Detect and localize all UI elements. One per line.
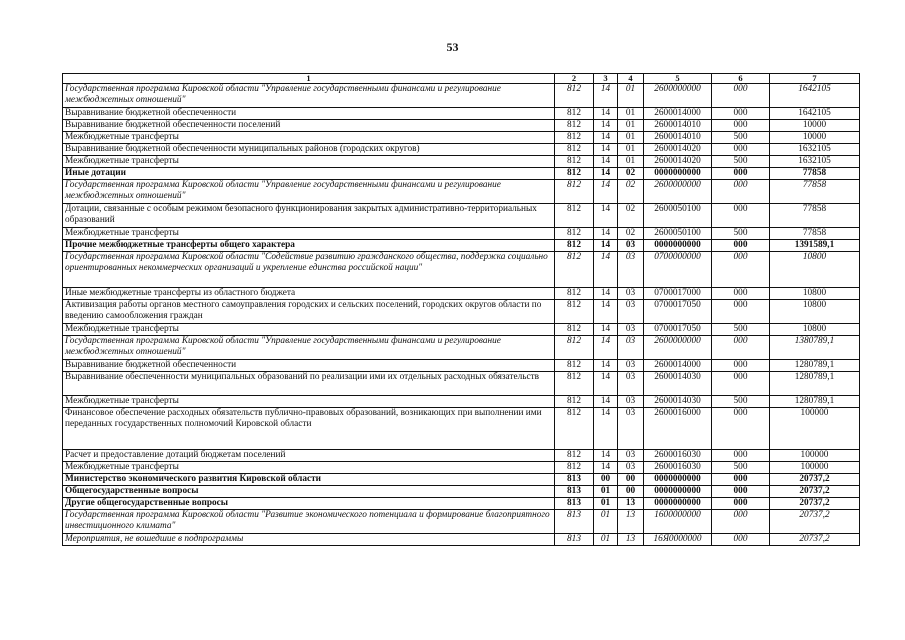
subsection-code-cell: 03 <box>618 360 644 372</box>
table-row <box>63 450 860 462</box>
table-row <box>63 108 860 120</box>
subsection-code-cell: 03 <box>618 372 644 396</box>
section-code-cell: 14 <box>594 408 618 450</box>
table-body <box>63 84 860 546</box>
section-code-cell: 14 <box>594 450 618 462</box>
expense-type-cell: 000 <box>712 108 770 120</box>
section-code-cell: 01 <box>594 486 618 498</box>
ministry-code-cell: 812 <box>555 288 594 300</box>
section-code-cell: 14 <box>594 108 618 120</box>
target-code-cell: 0700017000 <box>644 288 712 300</box>
column-header: 5 <box>644 74 712 84</box>
row-name-cell: Министерство экономического развития Кировской области <box>63 474 555 486</box>
column-header: 7 <box>770 74 860 84</box>
section-code-cell: 14 <box>594 396 618 408</box>
row-name-cell: Межбюджетные трансферты <box>63 462 555 474</box>
expense-type-cell: 000 <box>712 486 770 498</box>
target-code-cell: 2600050100 <box>644 228 712 240</box>
target-code-cell: 0700000000 <box>644 252 712 288</box>
ministry-code-cell: 812 <box>555 324 594 336</box>
table-row <box>63 120 860 132</box>
section-code-cell: 14 <box>594 240 618 252</box>
amount-cell: 20737,2 <box>770 534 860 546</box>
target-code-cell: 2600016030 <box>644 462 712 474</box>
amount-cell: 10800 <box>770 252 860 288</box>
subsection-code-cell: 02 <box>618 204 644 228</box>
target-code-cell: 2600016000 <box>644 408 712 450</box>
ministry-code-cell: 812 <box>555 408 594 450</box>
section-code-cell: 14 <box>594 360 618 372</box>
ministry-code-cell: 812 <box>555 204 594 228</box>
section-code-cell: 14 <box>594 132 618 144</box>
expense-type-cell: 500 <box>712 132 770 144</box>
row-name-cell: Иные межбюджетные трансферты из областного бюджета <box>63 288 555 300</box>
section-code-cell: 01 <box>594 510 618 534</box>
row-name-cell: Государственная программа Кировской области "Управление государственными финансами и регулирование межбюджетных отношений" <box>63 84 555 108</box>
section-code-cell: 14 <box>594 288 618 300</box>
ministry-code-cell: 812 <box>555 360 594 372</box>
section-code-cell: 14 <box>594 180 618 204</box>
expense-type-cell: 000 <box>712 300 770 324</box>
expense-type-cell: 000 <box>712 372 770 396</box>
expense-type-cell: 500 <box>712 156 770 168</box>
target-code-cell: 1600000000 <box>644 510 712 534</box>
ministry-code-cell: 813 <box>555 510 594 534</box>
ministry-code-cell: 812 <box>555 252 594 288</box>
subsection-code-cell: 01 <box>618 108 644 120</box>
amount-cell: 1280789,1 <box>770 360 860 372</box>
subsection-code-cell: 02 <box>618 168 644 180</box>
table-row <box>63 180 860 204</box>
subsection-code-cell: 13 <box>618 510 644 534</box>
amount-cell: 1391589,1 <box>770 240 860 252</box>
row-name-cell: Выравнивание бюджетной обеспеченности <box>63 360 555 372</box>
table-row <box>63 156 860 168</box>
amount-cell: 1642105 <box>770 108 860 120</box>
subsection-code-cell: 00 <box>618 486 644 498</box>
column-header: 3 <box>594 74 618 84</box>
table-row <box>63 534 860 546</box>
table-row <box>63 396 860 408</box>
subsection-code-cell: 03 <box>618 336 644 360</box>
table-row <box>63 498 860 510</box>
target-code-cell: 2600050100 <box>644 204 712 228</box>
row-name-cell: Иные дотации <box>63 168 555 180</box>
ministry-code-cell: 812 <box>555 84 594 108</box>
row-name-cell: Государственная программа Кировской области "Управление государственными финансами и регулирование межбюджетных отношений" <box>63 336 555 360</box>
section-code-cell: 14 <box>594 84 618 108</box>
table-row <box>63 372 860 396</box>
amount-cell: 77858 <box>770 204 860 228</box>
section-code-cell: 01 <box>594 534 618 546</box>
subsection-code-cell: 03 <box>618 240 644 252</box>
target-code-cell: 2600000000 <box>644 180 712 204</box>
target-code-cell: 2600014010 <box>644 120 712 132</box>
column-number-row <box>63 74 860 84</box>
amount-cell: 10800 <box>770 300 860 324</box>
table-row <box>63 132 860 144</box>
row-name-cell: Государственная программа Кировской области "Развитие экономического потенциала и формирование благоприятного инвестиционного климата" <box>63 510 555 534</box>
row-name-cell: Межбюджетные трансферты <box>63 324 555 336</box>
target-code-cell: 0000000000 <box>644 486 712 498</box>
row-name-cell: Межбюджетные трансферты <box>63 132 555 144</box>
page-number: 53 <box>446 40 459 54</box>
amount-cell: 1632105 <box>770 144 860 156</box>
table-row <box>63 462 860 474</box>
ministry-code-cell: 812 <box>555 156 594 168</box>
table-row <box>63 336 860 360</box>
expense-type-cell: 500 <box>712 228 770 240</box>
section-code-cell: 14 <box>594 300 618 324</box>
subsection-code-cell: 13 <box>618 534 644 546</box>
table-row <box>63 324 860 336</box>
target-code-cell: 0000000000 <box>644 240 712 252</box>
expense-type-cell: 000 <box>712 336 770 360</box>
subsection-code-cell: 00 <box>618 474 644 486</box>
ministry-code-cell: 812 <box>555 300 594 324</box>
subsection-code-cell: 13 <box>618 498 644 510</box>
subsection-code-cell: 02 <box>618 228 644 240</box>
table-row <box>63 474 860 486</box>
subsection-code-cell: 01 <box>618 84 644 108</box>
section-code-cell: 14 <box>594 204 618 228</box>
amount-cell: 20737,2 <box>770 474 860 486</box>
target-code-cell: 0700017050 <box>644 300 712 324</box>
amount-cell: 100000 <box>770 408 860 450</box>
table-row <box>63 252 860 288</box>
amount-cell: 1280789,1 <box>770 372 860 396</box>
target-code-cell: 0000000000 <box>644 474 712 486</box>
subsection-code-cell: 03 <box>618 450 644 462</box>
amount-cell: 1642105 <box>770 84 860 108</box>
row-name-cell: Государственная программа Кировской области "Управление государственными финансами и регулирование межбюджетных отношений" <box>63 180 555 204</box>
row-name-cell: Финансовое обеспечение расходных обязательств публично-правовых образований, возникающих при выполнении ими переданных государственных полномочий Кировской области <box>63 408 555 450</box>
subsection-code-cell: 01 <box>618 120 644 132</box>
ministry-code-cell: 812 <box>555 132 594 144</box>
ministry-code-cell: 813 <box>555 474 594 486</box>
column-header: 6 <box>712 74 770 84</box>
amount-cell: 20737,2 <box>770 486 860 498</box>
expense-type-cell: 000 <box>712 180 770 204</box>
amount-cell: 100000 <box>770 450 860 462</box>
table-row <box>63 408 860 450</box>
amount-cell: 10800 <box>770 324 860 336</box>
row-name-cell: Межбюджетные трансферты <box>63 396 555 408</box>
expense-type-cell: 000 <box>712 288 770 300</box>
subsection-code-cell: 03 <box>618 252 644 288</box>
target-code-cell: 2600000000 <box>644 84 712 108</box>
expense-type-cell: 000 <box>712 252 770 288</box>
amount-cell: 100000 <box>770 462 860 474</box>
section-code-cell: 14 <box>594 228 618 240</box>
expense-type-cell: 000 <box>712 474 770 486</box>
ministry-code-cell: 812 <box>555 396 594 408</box>
section-code-cell: 01 <box>594 498 618 510</box>
table-row <box>63 228 860 240</box>
target-code-cell: 2600014020 <box>644 144 712 156</box>
table-row <box>63 204 860 228</box>
row-name-cell: Расчет и предоставление дотаций бюджетам поселений <box>63 450 555 462</box>
target-code-cell: 0000000000 <box>644 168 712 180</box>
ministry-code-cell: 813 <box>555 498 594 510</box>
expense-type-cell: 500 <box>712 462 770 474</box>
amount-cell: 77858 <box>770 168 860 180</box>
column-header: 1 <box>63 74 555 84</box>
target-code-cell: 16Я0000000 <box>644 534 712 546</box>
row-name-cell: Дотации, связанные с особым режимом безопасного функционирования закрытых административно-территориальных образований <box>63 204 555 228</box>
table-row <box>63 486 860 498</box>
expense-type-cell: 000 <box>712 408 770 450</box>
target-code-cell: 2600014020 <box>644 156 712 168</box>
target-code-cell: 2600014000 <box>644 360 712 372</box>
budget-table <box>62 73 860 546</box>
row-name-cell: Межбюджетные трансферты <box>63 156 555 168</box>
target-code-cell: 2600016030 <box>644 450 712 462</box>
expense-type-cell: 000 <box>712 144 770 156</box>
row-name-cell: Активизация работы органов местного самоуправления городских и сельских поселений, городских округов области по введению самообложения граждан <box>63 300 555 324</box>
amount-cell: 1380789,1 <box>770 336 860 360</box>
row-name-cell: Другие общегосударственные вопросы <box>63 498 555 510</box>
ministry-code-cell: 812 <box>555 228 594 240</box>
table-row <box>63 144 860 156</box>
amount-cell: 10800 <box>770 288 860 300</box>
table-row <box>63 360 860 372</box>
row-name-cell: Межбюджетные трансферты <box>63 228 555 240</box>
section-code-cell: 14 <box>594 336 618 360</box>
subsection-code-cell: 03 <box>618 324 644 336</box>
expense-type-cell: 000 <box>712 450 770 462</box>
table-row <box>63 300 860 324</box>
section-code-cell: 14 <box>594 372 618 396</box>
ministry-code-cell: 812 <box>555 120 594 132</box>
ministry-code-cell: 812 <box>555 450 594 462</box>
expense-type-cell: 000 <box>712 240 770 252</box>
ministry-code-cell: 812 <box>555 372 594 396</box>
ministry-code-cell: 813 <box>555 486 594 498</box>
section-code-cell: 14 <box>594 324 618 336</box>
target-code-cell: 2600014010 <box>644 132 712 144</box>
section-code-cell: 14 <box>594 252 618 288</box>
subsection-code-cell: 03 <box>618 408 644 450</box>
expense-type-cell: 000 <box>712 360 770 372</box>
column-header: 2 <box>555 74 594 84</box>
amount-cell: 20737,2 <box>770 498 860 510</box>
table-row <box>63 240 860 252</box>
amount-cell: 10000 <box>770 132 860 144</box>
amount-cell: 77858 <box>770 228 860 240</box>
ministry-code-cell: 812 <box>555 144 594 156</box>
expense-type-cell: 000 <box>712 498 770 510</box>
row-name-cell: Выравнивание бюджетной обеспеченности <box>63 108 555 120</box>
target-code-cell: 2600000000 <box>644 336 712 360</box>
row-name-cell: Выравнивание бюджетной обеспеченности поселений <box>63 120 555 132</box>
row-name-cell: Мероприятия, не вошедшие в подпрограммы <box>63 534 555 546</box>
section-code-cell: 14 <box>594 144 618 156</box>
subsection-code-cell: 03 <box>618 288 644 300</box>
amount-cell: 10000 <box>770 120 860 132</box>
subsection-code-cell: 02 <box>618 180 644 204</box>
subsection-code-cell: 01 <box>618 132 644 144</box>
target-code-cell: 2600014030 <box>644 396 712 408</box>
table-row <box>63 288 860 300</box>
row-name-cell: Государственная программа Кировской области "Содействие развитию гражданского общества, поддержка социально ориентированных некоммерческих организаций и укрепление единства российской нации" <box>63 252 555 288</box>
ministry-code-cell: 812 <box>555 462 594 474</box>
expense-type-cell: 000 <box>712 120 770 132</box>
target-code-cell: 2600014000 <box>644 108 712 120</box>
amount-cell: 1280789,1 <box>770 396 860 408</box>
target-code-cell: 0700017050 <box>644 324 712 336</box>
subsection-code-cell: 01 <box>618 144 644 156</box>
section-code-cell: 14 <box>594 120 618 132</box>
table-row <box>63 168 860 180</box>
row-name-cell: Общегосударственные вопросы <box>63 486 555 498</box>
subsection-code-cell: 03 <box>618 396 644 408</box>
subsection-code-cell: 03 <box>618 462 644 474</box>
table-row <box>63 510 860 534</box>
ministry-code-cell: 812 <box>555 168 594 180</box>
amount-cell: 20737,2 <box>770 510 860 534</box>
table-row <box>63 84 860 108</box>
amount-cell: 1632105 <box>770 156 860 168</box>
expense-type-cell: 000 <box>712 534 770 546</box>
ministry-code-cell: 813 <box>555 534 594 546</box>
ministry-code-cell: 812 <box>555 336 594 360</box>
section-code-cell: 14 <box>594 156 618 168</box>
target-code-cell: 0000000000 <box>644 498 712 510</box>
ministry-code-cell: 812 <box>555 240 594 252</box>
subsection-code-cell: 03 <box>618 300 644 324</box>
row-name-cell: Выравнивание обеспеченности муниципальных образований по реализации ими их отдельных расходных обязательств <box>63 372 555 396</box>
subsection-code-cell: 01 <box>618 156 644 168</box>
row-name-cell: Выравнивание бюджетной обеспеченности муниципальных районов (городских округов) <box>63 144 555 156</box>
ministry-code-cell: 812 <box>555 108 594 120</box>
expense-type-cell: 500 <box>712 324 770 336</box>
expense-type-cell: 000 <box>712 204 770 228</box>
target-code-cell: 2600014030 <box>644 372 712 396</box>
ministry-code-cell: 812 <box>555 180 594 204</box>
expense-type-cell: 000 <box>712 168 770 180</box>
column-header: 4 <box>618 74 644 84</box>
expense-type-cell: 500 <box>712 396 770 408</box>
section-code-cell: 00 <box>594 474 618 486</box>
amount-cell: 77858 <box>770 180 860 204</box>
section-code-cell: 14 <box>594 462 618 474</box>
expense-type-cell: 000 <box>712 510 770 534</box>
section-code-cell: 14 <box>594 168 618 180</box>
expense-type-cell: 000 <box>712 84 770 108</box>
row-name-cell: Прочие межбюджетные трансферты общего характера <box>63 240 555 252</box>
